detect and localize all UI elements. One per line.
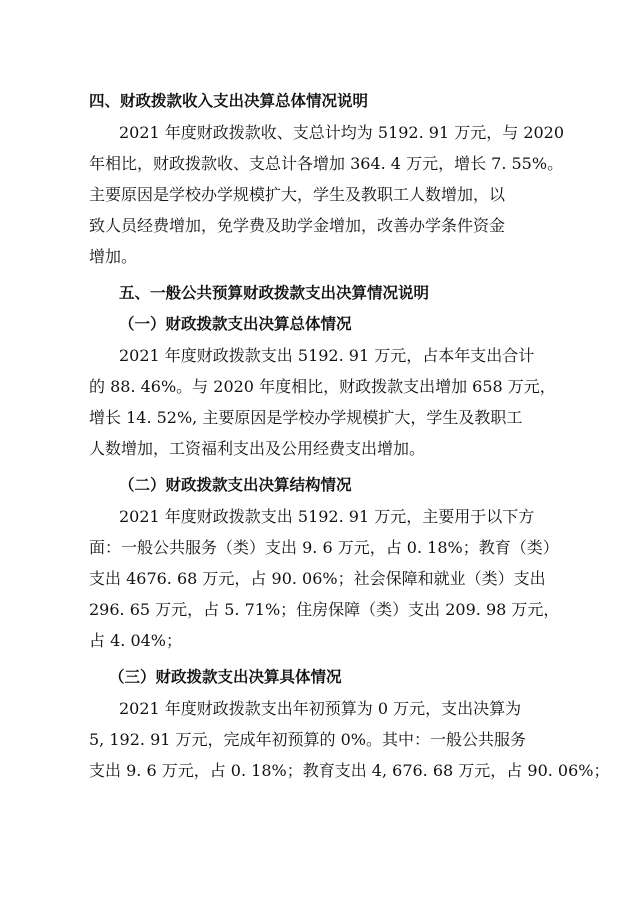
- subsection-2-heading: （二）财政拨款支出决算结构情况: [119, 476, 352, 494]
- section-4-heading: 四、财政拨款收入支出决算总体情况说明: [89, 92, 369, 110]
- paragraph-line: 296. 65 万元，占 5. 71%；住房保障（类）支出 209. 98 万元，: [89, 600, 560, 619]
- subsection-2-paragraph: [89, 501, 560, 656]
- subsection-1-heading: （一）财政拨款支出决算总体情况: [119, 315, 352, 333]
- paragraph-line: 2021 年度财政拨款收、支总计均为 5192. 91 万元，与 2020: [119, 123, 565, 142]
- paragraph-line: 人数增加，工资福利支出及公用经费支出增加。: [89, 439, 426, 458]
- paragraph-line: 2021 年度财政拨款支出 5192. 91 万元，占本年支出合计: [119, 346, 535, 365]
- paragraph-line: 面：一般公共服务（类）支出 9. 6 万元，占 0. 18%；教育（类）: [89, 538, 559, 557]
- section-4-paragraph: [89, 117, 565, 272]
- paragraph-line: 致人员经费增加，免学费及助学金增加，改善办学条件资金: [89, 216, 506, 235]
- subsection-3-paragraph: [89, 693, 610, 786]
- section-5-heading: 五、一般公共预算财政拨款支出决算情况说明: [119, 284, 430, 302]
- subsection-1-paragraph: [89, 340, 556, 464]
- paragraph-line: 增长 14. 52%, 主要原因是学校办学规模扩大，学生及教职工: [89, 408, 523, 427]
- paragraph-line: 2021 年度财政拨款支出 5192. 91 万元，主要用于以下方: [119, 507, 535, 526]
- paragraph-line: 5, 192. 91 万元，完成年初预算的 0%。其中：一般公共服务: [89, 730, 526, 749]
- paragraph-line: 年相比，财政拨款收、支总计各增加 364. 4 万元，增长 7. 55%。: [89, 154, 564, 173]
- paragraph-line: 主要原因是学校办学规模扩大，学生及教职工人数增加，以: [89, 185, 506, 204]
- paragraph-line: 占 4. 04%；: [89, 631, 183, 650]
- subsection-3-heading: （三）财政拨款支出决算具体情况: [109, 668, 342, 686]
- paragraph-line: 支出 9. 6 万元，占 0. 18%；教育支出 4, 676. 68 万元，占 90. 06%；: [89, 761, 610, 780]
- paragraph-line: 的 88. 46%。与 2020 年度相比，财政拨款支出增加 658 万元，: [89, 377, 556, 396]
- paragraph-line: 2021 年度财政拨款支出年初预算为 0 万元，支出决算为: [119, 699, 522, 718]
- paragraph-line: 支出 4676. 68 万元，占 90. 06%；社会保障和就业（类）支出: [89, 569, 546, 588]
- paragraph-line: 增加。: [89, 247, 138, 266]
